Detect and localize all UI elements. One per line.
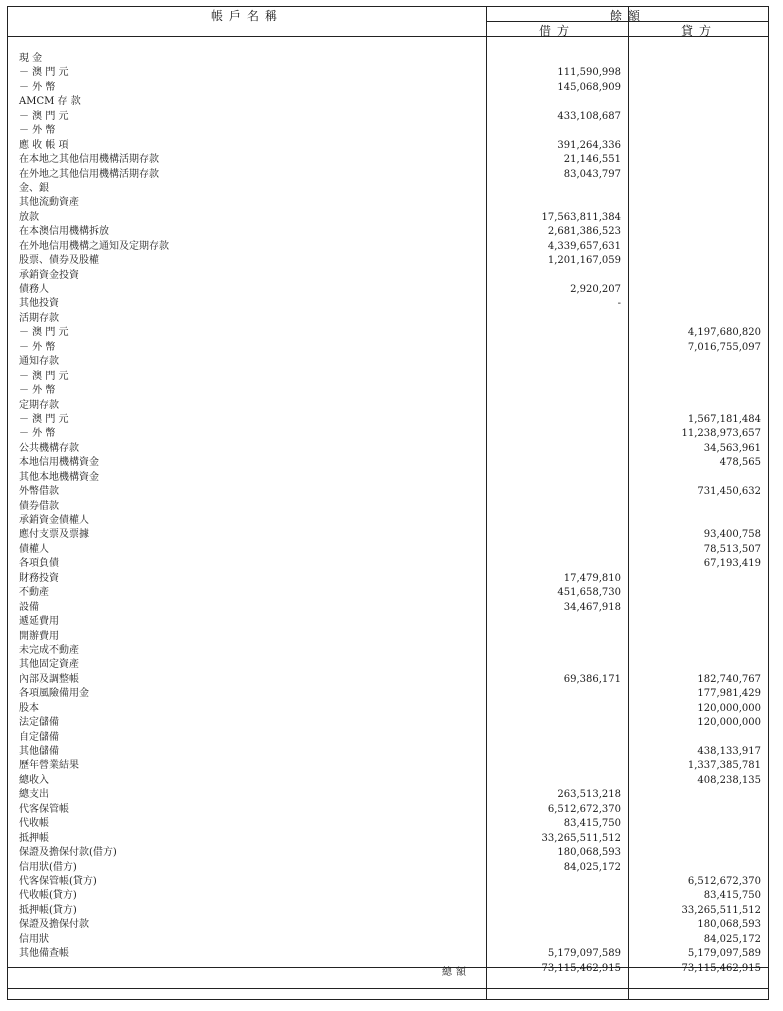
account-name: － 澳 門 元 <box>19 110 69 122</box>
account-name: 總支出 <box>19 789 49 801</box>
table-row <box>7 269 769 283</box>
table-row <box>7 240 769 254</box>
account-name: 現 金 <box>19 53 43 64</box>
account-name: 內部及調整帳 <box>19 673 79 685</box>
account-name: 在本地之其他信用機構活期存款 <box>19 154 159 166</box>
table-row <box>7 702 769 716</box>
account-name: 歷年營業結果 <box>19 760 79 772</box>
account-name: 股票、債券及股權 <box>19 255 99 267</box>
account-name: 其他儲備 <box>19 746 59 757</box>
account-name: 未完成不動產 <box>19 644 79 656</box>
credit-value: 731,450,632 <box>697 486 761 498</box>
account-name: － 外 幣 <box>19 341 56 353</box>
account-name: 保證及擔保付款 <box>19 919 89 931</box>
debit-value: 6,512,672,370 <box>547 803 621 815</box>
account-name: － 外 幣 <box>19 428 56 440</box>
table-row <box>7 861 769 875</box>
debit-value: 263,513,218 <box>557 789 621 801</box>
table-row <box>7 52 769 66</box>
account-name: 債務人 <box>19 284 49 295</box>
table-row <box>7 716 769 730</box>
debit-value: 2,681,386,523 <box>547 226 621 238</box>
account-name: AMCM 存 款 <box>19 96 81 108</box>
credit-value: 11,238,973,657 <box>681 428 761 440</box>
credit-value: 438,133,917 <box>697 746 761 757</box>
account-name: 代收帳 <box>19 818 49 830</box>
table-row <box>7 413 769 427</box>
table-row <box>7 759 769 773</box>
table-row <box>7 572 769 586</box>
account-name: 法定儲備 <box>19 717 59 729</box>
account-name: 金、銀 <box>19 182 49 194</box>
account-name: 保證及擔保付款(借方) <box>19 847 117 859</box>
debit-value: 180,068,593 <box>557 847 621 859</box>
credit-value: 34,563,961 <box>703 442 761 454</box>
credit-value: 93,400,758 <box>703 529 761 541</box>
account-name-header: 帳戶名稱 <box>210 9 283 23</box>
account-name: 財務投資 <box>19 572 59 584</box>
total-bottom-rule <box>8 988 768 989</box>
table-row <box>7 687 769 701</box>
account-name: 股本 <box>19 702 39 714</box>
account-name: 抵押帳(貸方) <box>19 904 77 916</box>
credit-value: 120,000,000 <box>697 717 761 729</box>
table-row <box>7 124 769 138</box>
account-name: － 外 幣 <box>19 125 56 137</box>
account-name: － 外 幣 <box>19 81 56 93</box>
debit-value: 84,025,172 <box>563 861 621 873</box>
table-row <box>7 788 769 802</box>
account-name: 活期存款 <box>19 312 59 324</box>
account-name: 設備 <box>19 601 39 613</box>
table-row <box>7 168 769 182</box>
account-rows <box>7 52 769 962</box>
account-name: － 澳 門 元 <box>19 370 69 382</box>
account-name: － 澳 門 元 <box>19 413 69 425</box>
credit-value: 180,068,593 <box>697 919 761 931</box>
total-label: 總額 <box>442 967 470 978</box>
credit-value: 182,740,767 <box>697 673 761 685</box>
account-name: 其他流動資產 <box>19 197 79 209</box>
credit-value: 1,567,181,484 <box>687 413 761 425</box>
table-row <box>7 66 769 80</box>
table-row <box>7 601 769 615</box>
table-row <box>7 139 769 153</box>
table-row <box>7 918 769 932</box>
table-row <box>7 774 769 788</box>
credit-value: 84,025,172 <box>703 933 761 945</box>
account-name: 債券借款 <box>19 500 59 512</box>
account-name: 信用狀(借方) <box>19 861 77 873</box>
credit-value: 478,565 <box>719 457 761 469</box>
debit-value: 21,146,551 <box>563 154 621 166</box>
table-row <box>7 95 769 109</box>
debit-value: 2,920,207 <box>570 284 621 295</box>
table-row <box>7 326 769 340</box>
table-row <box>7 817 769 831</box>
debit-value: 33,265,511,512 <box>541 832 621 844</box>
table-row <box>7 832 769 846</box>
table-row <box>7 384 769 398</box>
table-row <box>7 254 769 268</box>
table-row <box>7 586 769 600</box>
debit-value: 433,108,687 <box>557 110 621 122</box>
debit-value: - <box>617 298 621 310</box>
account-name: 本地信用機構資金 <box>19 457 99 469</box>
debit-value: 391,264,336 <box>557 139 621 151</box>
account-name: 其他備查帳 <box>19 948 69 960</box>
account-name: 各項負債 <box>19 558 59 570</box>
credit-value: 5,179,097,589 <box>687 948 761 960</box>
credit-value: 7,016,755,097 <box>687 341 761 353</box>
table-row <box>7 630 769 644</box>
account-name: 信用狀 <box>19 933 49 945</box>
account-name: 代客保管帳(貸方) <box>19 875 97 887</box>
table-row <box>7 731 769 745</box>
table-row <box>7 485 769 499</box>
debit-value: 69,386,171 <box>563 673 621 685</box>
table-row <box>7 673 769 687</box>
credit-value: 83,415,750 <box>703 890 761 902</box>
table-row <box>7 658 769 672</box>
debit-value: 145,068,909 <box>557 81 621 93</box>
debit-value: 4,339,657,631 <box>547 240 621 252</box>
table-row <box>7 615 769 629</box>
account-name: 其他本地機構資金 <box>19 471 99 483</box>
debit-value: 5,179,097,589 <box>547 948 621 960</box>
account-name: 遞延費用 <box>19 616 59 628</box>
account-name: 公共機構存款 <box>19 442 79 454</box>
account-name: 外幣借款 <box>19 486 59 498</box>
table-row <box>7 341 769 355</box>
table-row <box>7 370 769 384</box>
account-name: 通知存款 <box>19 356 59 368</box>
table-row <box>7 399 769 413</box>
table-row <box>7 427 769 441</box>
table-row <box>7 297 769 311</box>
total-credit: 73,115,462,915 <box>681 963 761 974</box>
table-row <box>7 875 769 889</box>
debit-header: 借方 <box>538 24 575 38</box>
account-name: 在外地之其他信用機構活期存款 <box>19 168 159 180</box>
table-row <box>7 889 769 903</box>
debit-value: 111,590,998 <box>557 67 621 79</box>
table-row <box>7 196 769 210</box>
account-name: 自定儲備 <box>19 731 59 743</box>
account-name: 承銷資金投資 <box>19 269 79 281</box>
table-row <box>7 846 769 860</box>
table-row <box>7 500 769 514</box>
credit-value: 1,337,385,781 <box>687 760 761 772</box>
table-row <box>7 110 769 124</box>
account-name: 應付支票及票據 <box>19 529 89 541</box>
credit-value: 120,000,000 <box>697 702 761 714</box>
credit-value: 408,238,135 <box>697 774 761 786</box>
table-row <box>7 543 769 557</box>
account-name: 承銷資金債權人 <box>19 515 89 526</box>
table-row <box>7 904 769 918</box>
table-row <box>7 514 769 528</box>
table-row <box>7 153 769 167</box>
account-name: 不動產 <box>19 587 49 599</box>
account-name: 在本澳信用機構拆放 <box>19 226 109 238</box>
table-row <box>7 211 769 225</box>
credit-value: 33,265,511,512 <box>681 904 761 916</box>
account-name: 放款 <box>19 211 39 223</box>
account-name: 其他固定資產 <box>19 659 79 671</box>
table-row <box>7 947 769 961</box>
credit-value: 67,193,419 <box>703 558 761 570</box>
table-row <box>7 182 769 196</box>
table-row <box>7 225 769 239</box>
credit-value: 4,197,680,820 <box>687 327 761 339</box>
account-name: 定期存款 <box>19 399 59 411</box>
account-name: 應 收 帳 項 <box>19 139 69 151</box>
debit-value: 17,479,810 <box>563 572 621 584</box>
account-name: 在外地信用機構之通知及定期存款 <box>19 240 169 252</box>
account-name: － 外 幣 <box>19 385 56 397</box>
debit-value: 17,563,811,384 <box>541 211 621 223</box>
account-name: 代收帳(貸方) <box>19 890 77 902</box>
account-name: 各項風險備用金 <box>19 688 89 700</box>
table-row <box>7 803 769 817</box>
table-row <box>7 557 769 571</box>
debit-value: 83,043,797 <box>563 168 621 180</box>
debit-value: 451,658,730 <box>557 587 621 599</box>
account-name: 開辦費用 <box>19 630 59 642</box>
table-row <box>7 355 769 369</box>
account-name: － 澳 門 元 <box>19 327 69 339</box>
credit-value: 6,512,672,370 <box>687 875 761 887</box>
debit-value: 1,201,167,059 <box>547 255 621 267</box>
table-row <box>7 81 769 95</box>
table-row <box>7 312 769 326</box>
table-row <box>7 442 769 456</box>
credit-value: 78,513,507 <box>703 543 761 555</box>
account-name: 抵押帳 <box>19 832 49 844</box>
account-name: 其他投資 <box>19 298 59 310</box>
account-name: － 澳 門 元 <box>19 67 69 79</box>
table-row <box>7 283 769 297</box>
table-row <box>7 644 769 658</box>
account-name: 債權人 <box>19 543 49 555</box>
balance-header: 餘額 <box>609 9 646 23</box>
total-debit: 73,115,462,915 <box>541 963 621 974</box>
debit-value: 34,467,918 <box>563 601 621 613</box>
credit-header: 貸方 <box>680 24 717 38</box>
table-row <box>7 745 769 759</box>
table-row <box>7 933 769 947</box>
table-row <box>7 471 769 485</box>
credit-value: 177,981,429 <box>697 688 761 700</box>
account-name: 總收入 <box>19 774 49 786</box>
debit-value: 83,415,750 <box>563 818 621 830</box>
table-row <box>7 528 769 542</box>
table-row <box>7 456 769 470</box>
account-name: 代客保管帳 <box>19 803 69 815</box>
